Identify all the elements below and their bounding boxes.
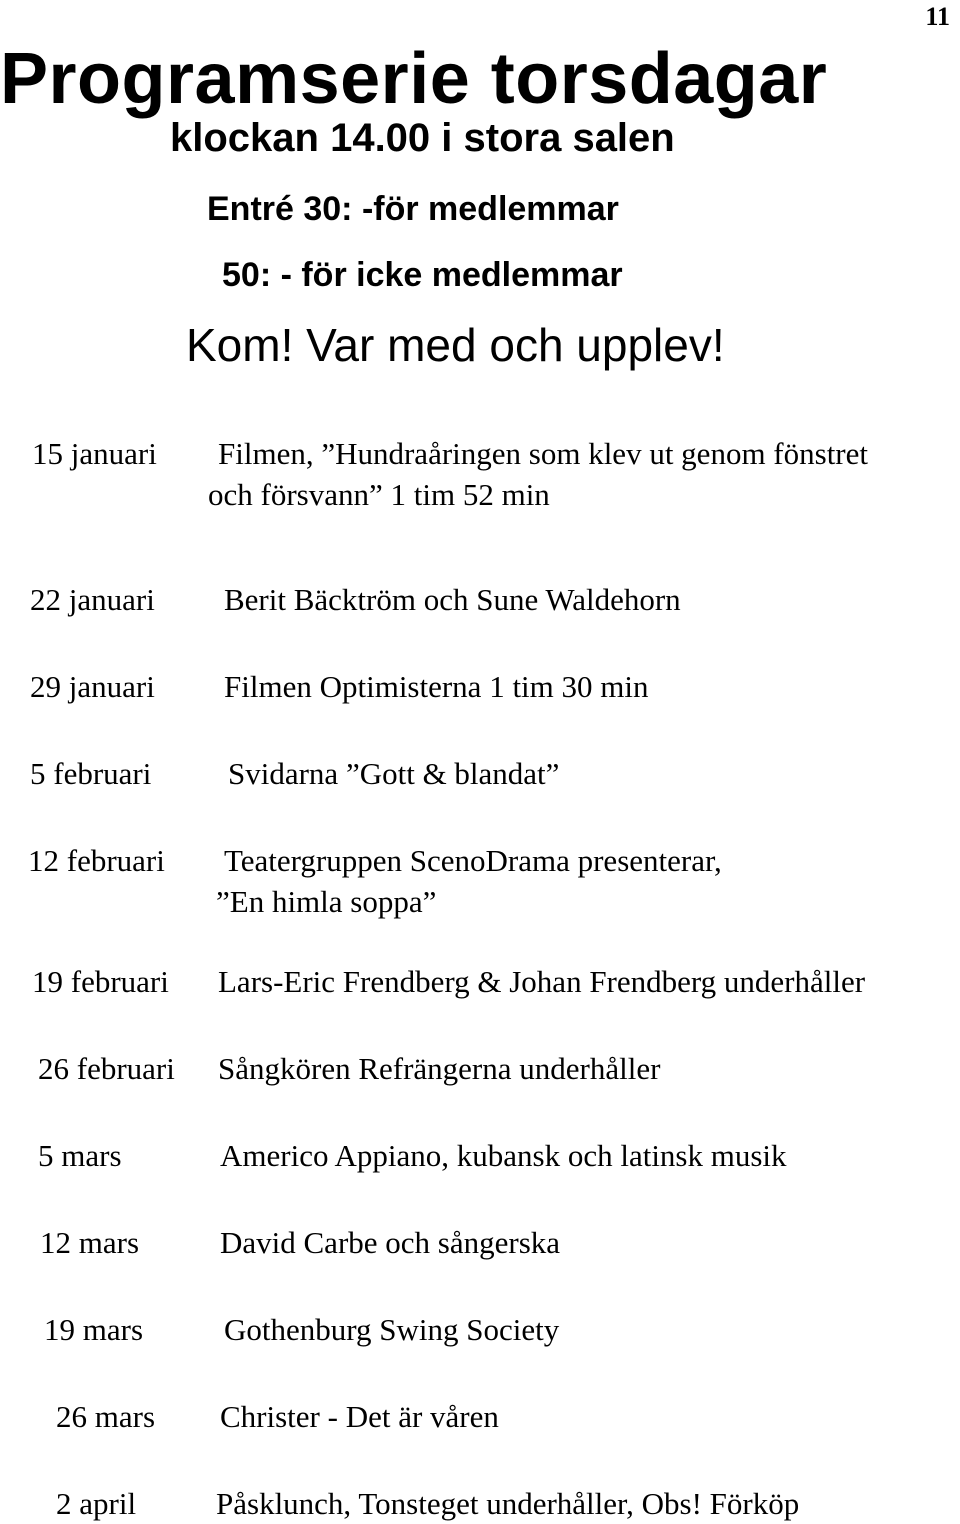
event-date: 22 januari (30, 582, 155, 617)
entry-price-members: Entré 30: -för medlemmar (207, 190, 619, 228)
event-description: Påsklunch, Tonsteget underhåller, Obs! Förköp (216, 1486, 800, 1521)
event-date: 2 april (56, 1486, 137, 1521)
event-description: Americo Appiano, kubansk och latinsk musik (220, 1138, 787, 1173)
event-date: 5 februari (30, 756, 152, 791)
event-date: 19 februari (32, 964, 169, 999)
event-date: 12 mars (40, 1225, 140, 1260)
event-description: Christer - Det är våren (220, 1399, 499, 1434)
page-number: 11 (925, 2, 950, 31)
slogan: Kom! Var med och upplev! (186, 319, 725, 371)
event-date: 15 januari (32, 436, 157, 471)
event-description: Berit Bäcktröm och Sune Waldehorn (224, 582, 681, 617)
event-date: 26 mars (56, 1399, 156, 1434)
event-description: Lars-Eric Frendberg & Johan Frendberg underhåller (218, 964, 866, 999)
event-description: Filmen, ”Hundraåringen som klev ut genom fönstret (218, 436, 869, 471)
event-description: Filmen Optimisterna 1 tim 30 min (224, 669, 649, 704)
subtitle: klockan 14.00 i stora salen (170, 116, 675, 160)
event-description: och försvann” 1 tim 52 min (208, 477, 550, 512)
page-title: Programserie torsdagar (0, 39, 828, 119)
event-description: Sångkören Refrängerna underhåller (218, 1051, 661, 1086)
event-date: 12 februari (28, 843, 165, 878)
entry-price-non-members: 50: - för icke medlemmar (222, 256, 623, 294)
event-description: Teatergruppen ScenoDrama presenterar, (224, 843, 722, 878)
event-description: David Carbe och sångerska (220, 1225, 561, 1260)
event-date: 19 mars (44, 1312, 144, 1347)
event-description: Svidarna ”Gott & blandat” (228, 756, 560, 791)
event-description: Gothenburg Swing Society (224, 1312, 560, 1347)
event-description: ”En himla soppa” (216, 884, 437, 919)
event-date: 26 februari (38, 1051, 175, 1086)
event-date: 29 januari (30, 669, 155, 704)
event-date: 5 mars (38, 1138, 122, 1173)
